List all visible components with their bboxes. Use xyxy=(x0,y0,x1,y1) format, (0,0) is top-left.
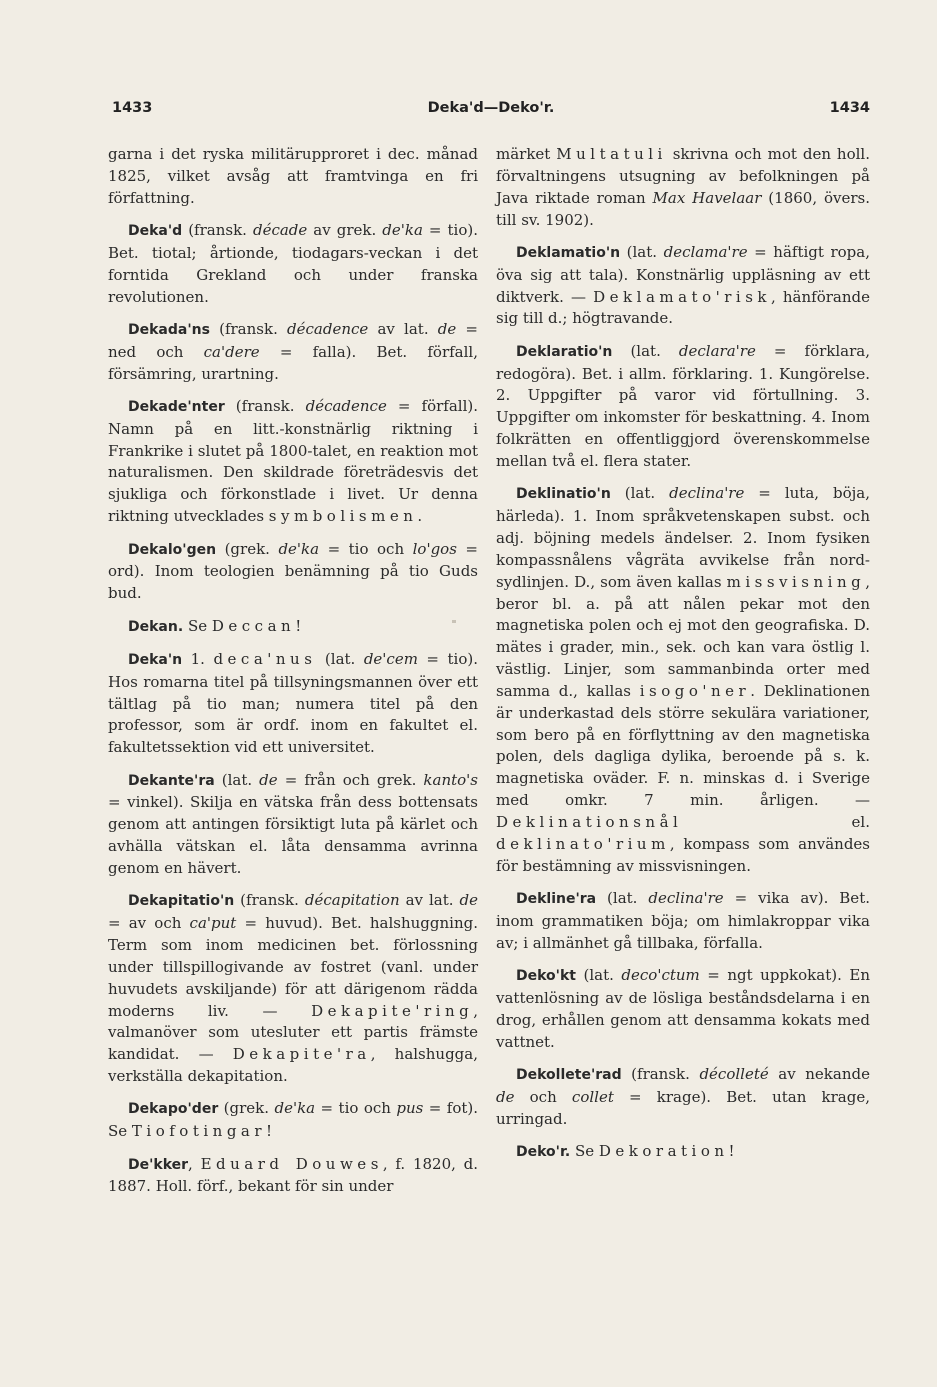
left-page-number: 1433 xyxy=(112,100,153,116)
entry-deklamation xyxy=(496,242,870,330)
entry-text: décapitation xyxy=(304,891,400,910)
entry-text: el. xyxy=(682,812,870,831)
entry-deklination xyxy=(496,483,870,877)
entry-dekokt xyxy=(496,965,870,1053)
entry-text: = krage). Bet. utan krage, urringad. xyxy=(496,1087,870,1128)
entry-dekor xyxy=(496,1141,870,1164)
right-column xyxy=(496,144,870,1174)
entry-text: = från och grek. xyxy=(277,770,424,789)
headword: Dekalo'gen xyxy=(128,541,217,558)
entry-text: Deklamato'risk xyxy=(593,287,771,306)
headword: Deklamatio'n xyxy=(516,244,621,261)
entry-text: décolleté xyxy=(699,1064,769,1083)
entry-text: = tio och xyxy=(315,1099,397,1118)
entry-text: = häftigt ropa, öva sig att tala). Konstnärlig uppläsning av ett diktverk. — xyxy=(496,242,870,306)
entry-text: de xyxy=(496,1087,515,1106)
entry-text: (lat. xyxy=(316,649,364,668)
entry-text: Multatuli xyxy=(556,145,667,163)
entry-text: = falla). Bet. förfall, försämring, urartning. xyxy=(108,342,478,383)
entry-text: = ned och xyxy=(108,319,478,361)
entry-cont xyxy=(108,144,478,210)
entry-text: declina're xyxy=(648,889,724,907)
headword: Dekan. xyxy=(128,618,184,635)
headword: Dekade'nter xyxy=(128,398,225,415)
entry-text: décadence xyxy=(305,396,387,415)
entry-text: = förfall). Namn på en litt.-konstnärlig riktning i Frankrike i slutet på 1800-talet, en reaktion mot naturalismen. Den skildrade företrädesvis det sjukliga och förkonstlade i livet. Ur denna riktning utvecklades xyxy=(108,396,478,526)
entry-text: symbolismen xyxy=(268,507,418,526)
entry-text: = ngt uppkokat). En vattenlösning av de lösliga beståndsdelarna i en drog, erhållen genom att densamma kokats med vattnet. xyxy=(496,966,870,1051)
entry-dekadans xyxy=(108,319,478,386)
entry-text: de'ka xyxy=(274,1099,316,1118)
headword: Deka'n xyxy=(128,651,183,668)
entry-deklaration xyxy=(496,341,870,473)
entry-text: . xyxy=(417,507,423,526)
right-page-number: 1434 xyxy=(829,100,870,116)
entry-text: , xyxy=(188,1154,201,1173)
entry-text: Dekapite'ra xyxy=(232,1045,371,1064)
entry-text: (lat. xyxy=(214,770,260,789)
entry-text: (fransk. xyxy=(621,1064,700,1083)
entry-text: , halshugga, verkställa dekapitation. xyxy=(108,1045,478,1086)
entry-text: . Deklinationen är underkastad dels större sekulära variationer, som bero på en förflyttning av den magnetiska polen, dels dagliga dylika, beroende på s. k. magnetiska oväder. F. n. minskas d. i Sverige med omkr. 7 min. årligen. — xyxy=(496,681,870,810)
entry-text: = tio). Hos romarna titel på tillsyningsmannen över ett tältlag på tio man; numera titel på den professor, som är ordf. inom en fakultet el. fakultetssektion vid ett universitet. xyxy=(108,649,478,757)
entry-dekadenter xyxy=(108,396,478,528)
entry-text: de'cem xyxy=(363,649,418,668)
entry-text: = ord). Inom teologien benämning på tio Guds bud. xyxy=(108,539,478,603)
entry-text: declara're xyxy=(678,341,756,360)
entry-text: garna i det ryska militärupproret i dec. månad 1825, vilket avsåg att framtvinga en fri författning. xyxy=(108,145,478,207)
headword: Dekline'ra xyxy=(516,891,597,907)
headword: Dekada'ns xyxy=(128,321,210,338)
headword: Dekante'ra xyxy=(128,772,215,789)
entry-text: Se xyxy=(183,616,212,635)
entry-dekantera xyxy=(108,770,478,880)
entry-text: (fransk. xyxy=(209,319,288,338)
entry-text: , beror bl. a. på att nålen pekar mot den magnetiska polen och ej mot den geografiska. D. mätes i grader, min., sek. och kan vara östlig l. västlig. Linjer, som sammanbinda orter med samma d., kallas xyxy=(496,572,870,700)
entry-text: ca'put xyxy=(189,914,237,933)
entry-text: = vinkel). Skilja en vätska från dess bottensats genom att antingen försiktigt luta på kärlet och avhälla vätskan el. låta densamma avrinna genom en hävert. xyxy=(108,793,478,877)
entry-text: = luta, böja, härleda). 1. Inom språkvetenskapen subst. och adj. böjning medels ändelser. 2. Inom fysiken kompassnålens vågräta avvikelse från nord-sydlinjen. D., som även kallas xyxy=(496,484,870,591)
headword: De'kker xyxy=(128,1156,189,1173)
headword: Deklaratio'n xyxy=(516,343,613,360)
entry-text: ! xyxy=(266,1122,273,1141)
entry-text: décadence xyxy=(287,319,369,338)
entry-cont xyxy=(496,144,870,231)
headword: Dekollete'rad xyxy=(516,1066,622,1083)
entry-text: , hänförande sig till d.; högtravande. xyxy=(496,287,870,328)
entry-text: , f. 1820, d. 1887. Holl. förf., bekant för sin under xyxy=(108,1154,479,1196)
entry-text: deco'ctum xyxy=(621,966,700,985)
entry-text: décade xyxy=(252,221,308,240)
entry-text: av lat. xyxy=(399,891,460,910)
entry-text: ! xyxy=(728,1141,735,1160)
entry-dekan2 xyxy=(108,649,478,759)
entry-dekalogen xyxy=(108,539,478,606)
entry-text: pus xyxy=(396,1099,424,1118)
entry-text: Dekoration xyxy=(598,1141,729,1160)
entry-text: = fot). Se xyxy=(108,1099,478,1141)
entry-text: deklinato'rium xyxy=(496,834,670,853)
entry-text: Max Havelaar xyxy=(652,188,762,207)
entry-text: declina're xyxy=(669,484,745,503)
entry-text: Tiofotingar xyxy=(131,1122,267,1141)
entry-text: ! xyxy=(295,616,302,635)
entry-text: de'ka xyxy=(382,221,423,240)
entry-text: = av och xyxy=(108,914,190,933)
entry-text: lo'gos xyxy=(412,539,457,558)
entry-text: ca'dere xyxy=(203,342,260,361)
entry-text: isogo'ner xyxy=(639,681,751,700)
entry-text: (lat. xyxy=(620,242,664,261)
entry-text: Dekapite'ring xyxy=(311,1001,474,1020)
entry-text: (fransk. xyxy=(182,221,253,240)
entry-text: (fransk. xyxy=(234,891,305,910)
entry-text: (1860, övers. till sv. 1902). xyxy=(496,188,870,229)
running-header xyxy=(112,100,870,126)
entry-text: de xyxy=(437,319,457,338)
entry-text: Deklinationsnål xyxy=(496,812,683,831)
entry-text: deca'nus xyxy=(213,649,317,668)
entry-text: (lat. xyxy=(596,889,649,907)
left-column xyxy=(108,144,478,1209)
entry-text: Deccan xyxy=(211,616,296,635)
entry-text: = tio). Bet. tiotal; årtionde, tiodagars-veckan i det forntida Grekland och under franska revolutionen. xyxy=(108,221,478,306)
entry-dekan xyxy=(108,616,478,639)
entry-text: av grek. xyxy=(307,221,383,240)
entry-text: de xyxy=(259,770,278,789)
entry-text: (grek. xyxy=(216,539,279,558)
entry-text: de xyxy=(459,891,478,910)
headword: Dekapo'der xyxy=(128,1101,219,1118)
entry-text: (lat. xyxy=(575,966,622,985)
entry-text: kanto's xyxy=(423,770,478,789)
entry-text: = tio och xyxy=(319,539,413,558)
entry-text: = huvud). Bet. halshuggning. Term som inom medicinen bet. förlossning under tillspillogivande av fostret (vanl. under huvudets avskiljande) för att därigenom rädda moderns liv. — xyxy=(108,914,478,1020)
entry-text: = vika av). Bet. inom grammatiken böja; om himlakroppar vika av; i allmänhet gå tillbaka, förfalla. xyxy=(496,889,870,952)
entry-text: (fransk. xyxy=(224,396,306,415)
headword: Dekapitatio'n xyxy=(128,893,235,910)
entry-text: av lat. xyxy=(368,319,438,338)
entry-dekapitation xyxy=(108,890,478,1088)
entry-text: (grek. xyxy=(218,1099,275,1118)
entry-text: skrivna och mot den holl. förvaltningens utsugning av befolkningen på Java riktade roman xyxy=(496,145,870,207)
entry-text: och xyxy=(514,1087,572,1106)
print-speck xyxy=(452,620,456,623)
entry-dekollterad xyxy=(496,1064,870,1131)
headword: Deklinatio'n xyxy=(516,486,611,503)
entry-dekker xyxy=(108,1154,478,1199)
entry-text: (lat. xyxy=(610,484,670,503)
entry-text: märket xyxy=(496,145,557,163)
entry-text: declama're xyxy=(663,242,748,261)
entry-text: av nekande xyxy=(768,1064,870,1083)
entry-text: = förklara, redogöra). Bet. i allm. förklaring. 1. Kungörelse. 2. Uppgifter på varor vid förtullning. 3. Uppgifter om inkomster för beskattning. 4. Inom folkrätten en offentliggjord överenskommelse mellan två el. flera stater. xyxy=(496,341,870,470)
headword: Deko'r. xyxy=(516,1143,571,1160)
entry-text: Eduard Douwes xyxy=(200,1154,383,1173)
entry-text: , valmanöver som utesluter ett partis främste kandidat. — xyxy=(108,1001,478,1064)
headword: Deko'kt xyxy=(516,968,576,985)
headword: Deka'd xyxy=(128,223,183,240)
entry-text: Se xyxy=(570,1141,599,1160)
entry-text: missvisning xyxy=(726,572,866,591)
entry-text: , kompass som användes för bestämning av missvisningen. xyxy=(496,834,870,875)
entry-text: 1. xyxy=(182,649,214,668)
header-title: Deka'd—Deko'r. xyxy=(427,100,555,116)
entry-text: de'ka xyxy=(278,539,320,558)
entry-text: collet xyxy=(571,1087,614,1106)
entry-deklinera xyxy=(496,888,870,955)
entry-dekad xyxy=(108,220,478,308)
entry-dekapoder xyxy=(108,1098,478,1143)
entry-text: (lat. xyxy=(612,341,679,360)
